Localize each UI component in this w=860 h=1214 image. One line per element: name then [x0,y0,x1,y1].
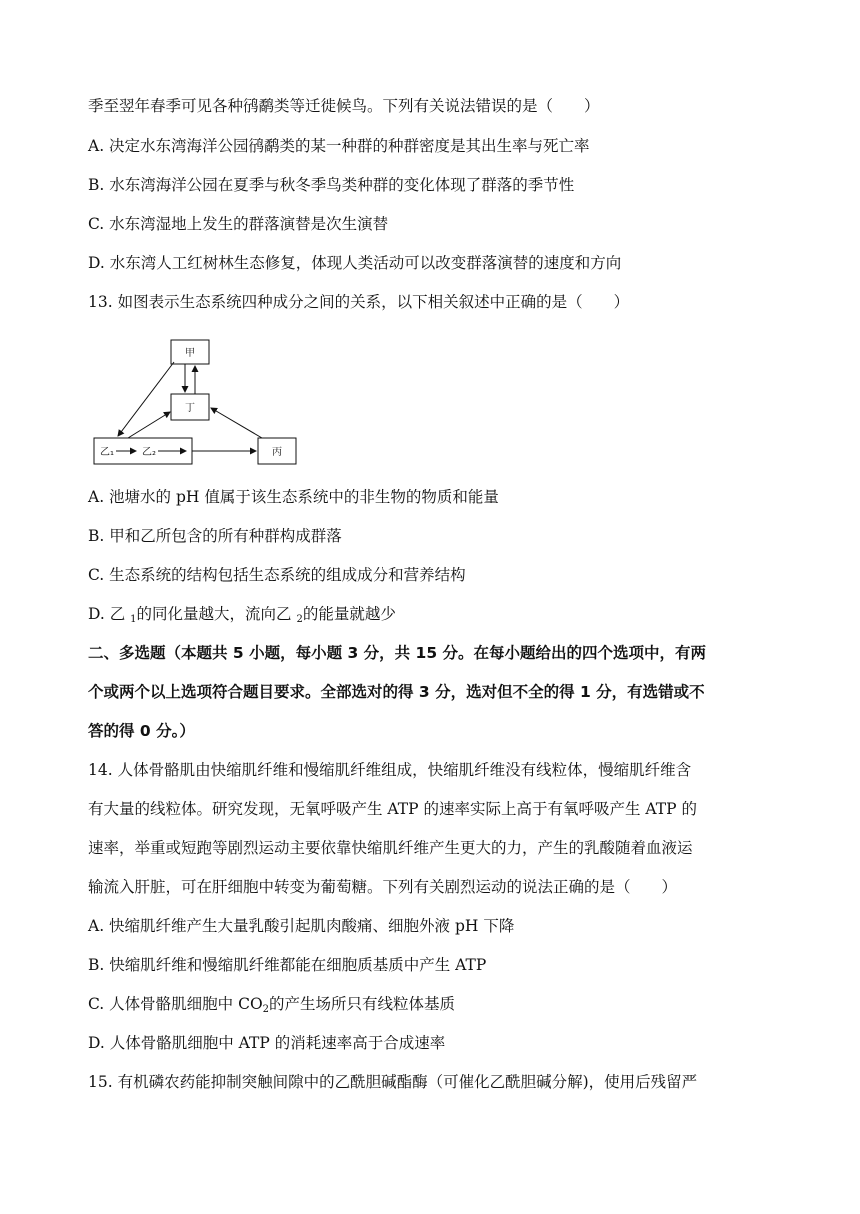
q14-option-c: C. 人体骨骼肌细胞中 $CO_2$的产生场所只有线粒体基质 [88,995,456,1015]
label-yi1: 乙₁ [100,447,115,458]
q13-option-c: C. 生态系统的结构包括生态系统的组成成分和营养结构 [88,566,466,584]
q12-option-b: B. 水东湾海洋公园在夏季与秋冬季鸟类种群的变化体现了群落的季节性 [88,176,575,194]
section2-heading-2: 个或两个以上选项符合题目要求。全部选对的得 3 分，选对但不全的得 1 分，有选错或不 [88,683,705,701]
q13-stem: 13. 如图表示生态系统四种成分之间的关系，以下相关叙述中正确的是（ ） [88,293,630,311]
section2-heading-1: 二、多选题（本题共 5 小题，每小题 3 分，共 15 分。在每小题给出的四个选项中，有两 [88,644,707,662]
label-bing: 丙 [272,447,282,458]
line-intro: 季至翌年春季可见各种鸻鹬类等迁徙候鸟。下列有关说法错误的是（ ） [88,97,600,115]
q14-stem-1: 14. 人体骨骼肌由快缩肌纤维和慢缩肌纤维组成，快缩肌纤维没有线粒体，慢缩肌纤维含 [88,761,692,779]
q13-option-b: B. 甲和乙所包含的所有种群构成群落 [88,527,342,545]
q15-stem: 15. 有机磷农药能抑制突触间隙中的乙酰胆碱酯酶（可催化乙酰胆碱分解)，使用后残留严 [88,1073,698,1091]
q12-option-c: C. 水东湾湿地上发生的群落演替是次生演替 [88,215,389,233]
q13-option-d: D. 乙 $_1$的同化量越大，流向乙 $_2$的能量就越少 [88,605,396,625]
q14-stem-2: 有大量的线粒体。研究发现，无氧呼吸产生 ATP 的速率实际上高于有氧呼吸产生 ATP 的 [88,800,697,818]
section2-heading-3: 答的得 0 分。） [88,722,195,740]
label-yi2: 乙₂ [142,447,157,458]
ecosystem-diagram [88,330,318,470]
label-jia: 甲 [185,348,195,359]
q14-stem-3: 速率，举重或短跑等剧烈运动主要依靠快缩肌纤维产生更大的力，产生的乳酸随着血液运 [88,839,693,857]
q14-option-b: B. 快缩肌纤维和慢缩肌纤维都能在细胞质基质中产生 ATP [88,956,487,974]
q14-option-d: D. 人体骨骼肌细胞中 ATP 的消耗速率高于合成速率 [88,1034,446,1052]
q12-option-d: D. 水东湾人工红树林生态修复，体现人类活动可以改变群落演替的速度和方向 [88,254,622,272]
q13-option-a: A. 池塘水的 pH 值属于该生态系统中的非生物的物质和能量 [88,488,499,506]
q14-option-a: A. 快缩肌纤维产生大量乳酸引起肌肉酸痛、细胞外液 pH 下降 [88,917,515,935]
label-ding: 丁 [185,403,195,414]
q14-stem-4: 输流入肝脏，可在肝细胞中转变为葡萄糖。下列有关剧烈运动的说法正确的是（ ） [88,878,678,896]
q12-option-a: A. 决定水东湾海洋公园鸻鹬类的某一种群的种群密度是其出生率与死亡率 [88,137,590,155]
